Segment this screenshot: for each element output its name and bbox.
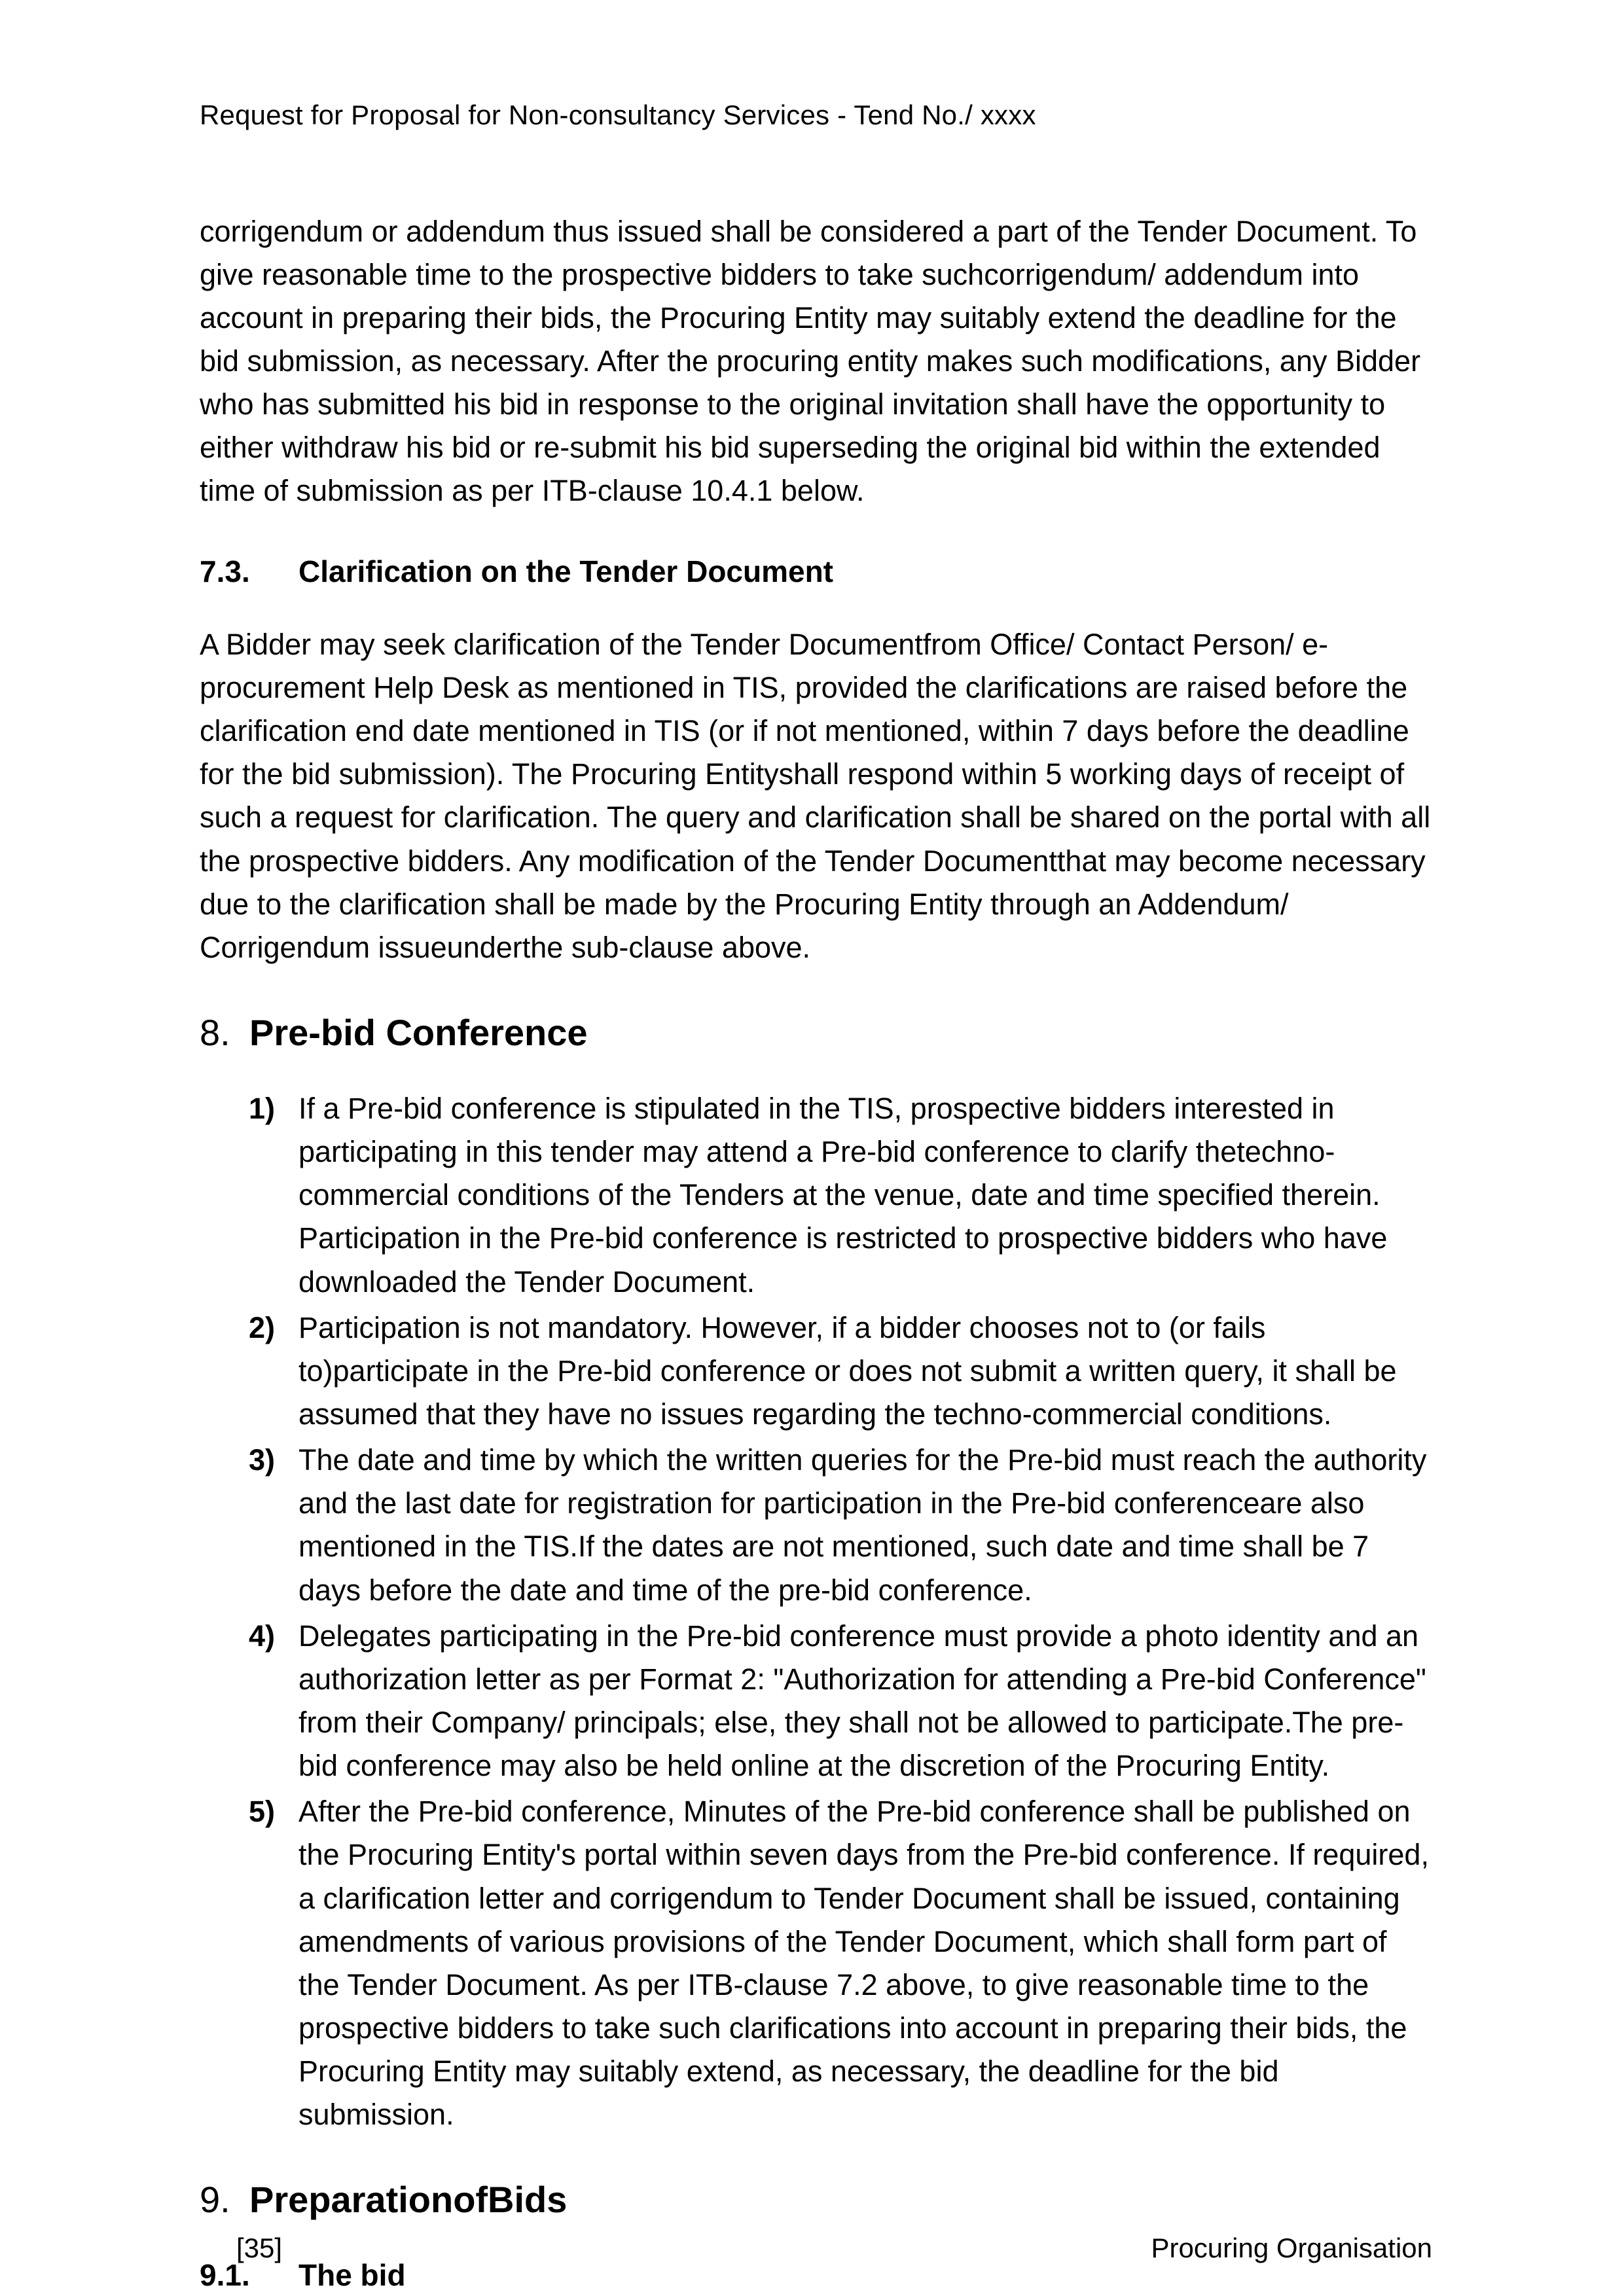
list-item-marker: 1) <box>249 1092 276 1125</box>
list-item <box>200 1087 1432 1304</box>
list-item-text: After the Pre-bid conference, Minutes of the Pre-bid conference shall be published on the Procuring Entity's portal within seven days from the Pre-bid conference. If required, a clarification letter and corrigendum to Tender Document shall be issued, containing amendments of various provisions of the Tender Document, which shall form part of the Tender Document. As per ITB-clause 7.2 above, to give reasonable time to the prospective bidders to take such clarifications into account in preparing their bids, the Procuring Entity may suitably extend, as necessary, the deadline for the bid submission. <box>298 1795 1429 2132</box>
section-7-3-heading <box>200 550 1432 592</box>
section-8-title: Pre-bid Conference <box>249 1012 588 1053</box>
section-8-list <box>200 1087 1432 2136</box>
list-item-text: If a Pre-bid conference is stipulated in the TIS, prospective bidders interested in participating in this tender may attend a Pre-bid conference to clarify thetechno- commercial conditions of the Tenders at the venue, date and time specified therein. Participation in the Pre-bid conference is restricted to prospective bidders who have downloaded the Tender Document. <box>298 1092 1388 1299</box>
section-7-3-paragraph: A Bidder may seek clarification of the Tender Documentfrom Office/ Contact Person/ e-procurement Help Desk as mentioned in TIS, provided the clarifications are raised before the clarification end date mentioned in TIS (or if not mentioned, within 7 days before the deadline for the bid submission). The Procuring Entityshall respond within 5 working days of receipt of such a request for clarification. The query and clarification shall be shared on the portal with all the prospective bidders. Any modification of the Tender Documentthat may become necessary due to the clarification shall be made by the Procuring Entity through an Addendum/ Corrigendum issueunderthe sub-clause above. <box>200 627 1431 964</box>
list-item-marker: 3) <box>249 1443 276 1477</box>
list-item <box>200 1306 1432 1436</box>
section-8-heading <box>200 1010 1432 1056</box>
section-9-1-title: The bid <box>298 2258 406 2293</box>
list-item-marker: 4) <box>249 1619 276 1653</box>
section-9-title: PreparationofBids <box>249 2179 568 2221</box>
list-item <box>200 1615 1432 1788</box>
section-7-3-title: Clarification on the Tender Document <box>298 554 833 589</box>
running-header: Request for Proposal for Non-consultancy Services - Tend No./ xxxx <box>200 99 1036 130</box>
list-item <box>200 1439 1432 1612</box>
list-item-marker: 5) <box>249 1795 276 1829</box>
section-9-number: 9. <box>200 2179 230 2221</box>
footer-organisation: Procuring Organisation <box>1151 2232 1432 2263</box>
section-7-3-number: 7.3. <box>200 554 250 589</box>
section-9-heading <box>200 2177 1432 2223</box>
section-8-number: 8. <box>200 1012 230 1053</box>
footer-page-number: [35] <box>236 2232 283 2263</box>
section-9-1-number: 9.1. <box>200 2258 250 2293</box>
list-item <box>200 1790 1432 2136</box>
list-item-text: Participation is not mandatory. However, if a bidder chooses not to (or fails to)participate in the Pre-bid conference or does not submit a written query, it shall be assumed that they have no issues regarding the techno-commercial conditions. <box>298 1310 1397 1431</box>
list-item-marker: 2) <box>249 1310 276 1344</box>
intro-paragraph: corrigendum or addendum thus issued shall be considered a part of the Tender Document. To give reasonable time to the prospective bidders to take suchcorrigendum/ addendum into account in preparing their bids, the Procuring Entity may suitably extend the deadline for the bid submission, as necessary. After the procuring entity makes such modifications, any Bidder who has submitted his bid in response to the original invitation shall have the opportunity to either withdraw his bid or re-submit his bid superseding the original bid within the extended time of submission as per ITB-clause 10.4.1 below. <box>200 214 1421 508</box>
list-item-text: Delegates participating in the Pre-bid conference must provide a photo identity and an authorization letter as per Format 2: "Authorization for attending a Pre-bid Conference" from their Company/ principals; else, they shall not be allowed to participate.The pre-bid conference may also be held online at the discretion of the Procuring Entity. <box>298 1619 1426 1783</box>
list-item-text: The date and time by which the written queries for the Pre-bid must reach the authority and the last date for registration for participation in the Pre-bid conferenceare also mentioned in the TIS.If the dates are not mentioned, such date and time shall be 7 days before the date and time of the pre-bid conference. <box>298 1443 1427 1607</box>
page-footer <box>236 2232 1432 2265</box>
